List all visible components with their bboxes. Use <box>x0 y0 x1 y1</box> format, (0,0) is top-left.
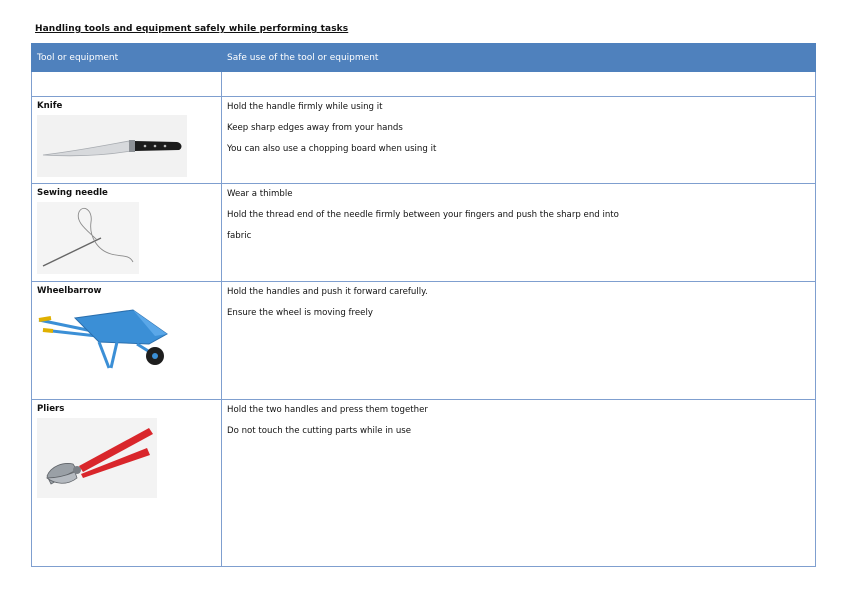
column-header-safe-use: Safe use of the tool or equipment <box>222 44 816 72</box>
safe-use-line: Keep sharp edges away from your hands <box>227 123 403 133</box>
pliers-icon <box>37 418 216 498</box>
wheelbarrow-icon <box>37 300 216 370</box>
safe-use-line: fabric <box>227 231 252 241</box>
tool-name: Pliers <box>37 404 65 414</box>
knife-icon <box>37 115 216 177</box>
tool-cell <box>32 400 222 567</box>
safe-use-line: Hold the thread end of the needle firmly between your fingers and push the sharp end into <box>227 210 619 220</box>
tool-cell <box>32 184 222 282</box>
table-row <box>32 97 816 184</box>
table-row-empty <box>32 72 816 97</box>
safe-use-cell <box>222 282 816 400</box>
safe-use-line: Hold the handle firmly while using it <box>227 102 383 112</box>
tool-name: Knife <box>37 101 63 111</box>
table-row <box>32 184 816 282</box>
safe-use-line: Do not touch the cutting parts while in use <box>227 426 412 436</box>
page-title: Handling tools and equipment safely while performing tasks <box>35 24 349 34</box>
safe-use-line: You can also use a chopping board when using it <box>227 144 437 154</box>
table-row <box>32 400 816 567</box>
safe-use-line: Hold the handles and push it forward carefully. <box>227 287 428 297</box>
tool-name: Wheelbarrow <box>37 286 102 296</box>
tools-table <box>31 43 816 567</box>
safe-use-line: Ensure the wheel is moving freely <box>227 308 373 318</box>
safe-use-cell <box>222 184 816 282</box>
tool-cell <box>32 97 222 184</box>
table-row <box>32 282 816 400</box>
column-header-tool: Tool or equipment <box>32 44 222 72</box>
tool-cell <box>32 282 222 400</box>
safe-use-line: Hold the two handles and press them together <box>227 405 428 415</box>
empty-cell <box>32 72 222 97</box>
table-header-row <box>32 44 816 72</box>
safe-use-line: Wear a thimble <box>227 189 293 199</box>
safe-use-cell <box>222 400 816 567</box>
empty-cell <box>222 72 816 97</box>
safe-use-cell <box>222 97 816 184</box>
tool-name: Sewing needle <box>37 188 108 198</box>
sewing-needle-icon <box>37 202 216 274</box>
